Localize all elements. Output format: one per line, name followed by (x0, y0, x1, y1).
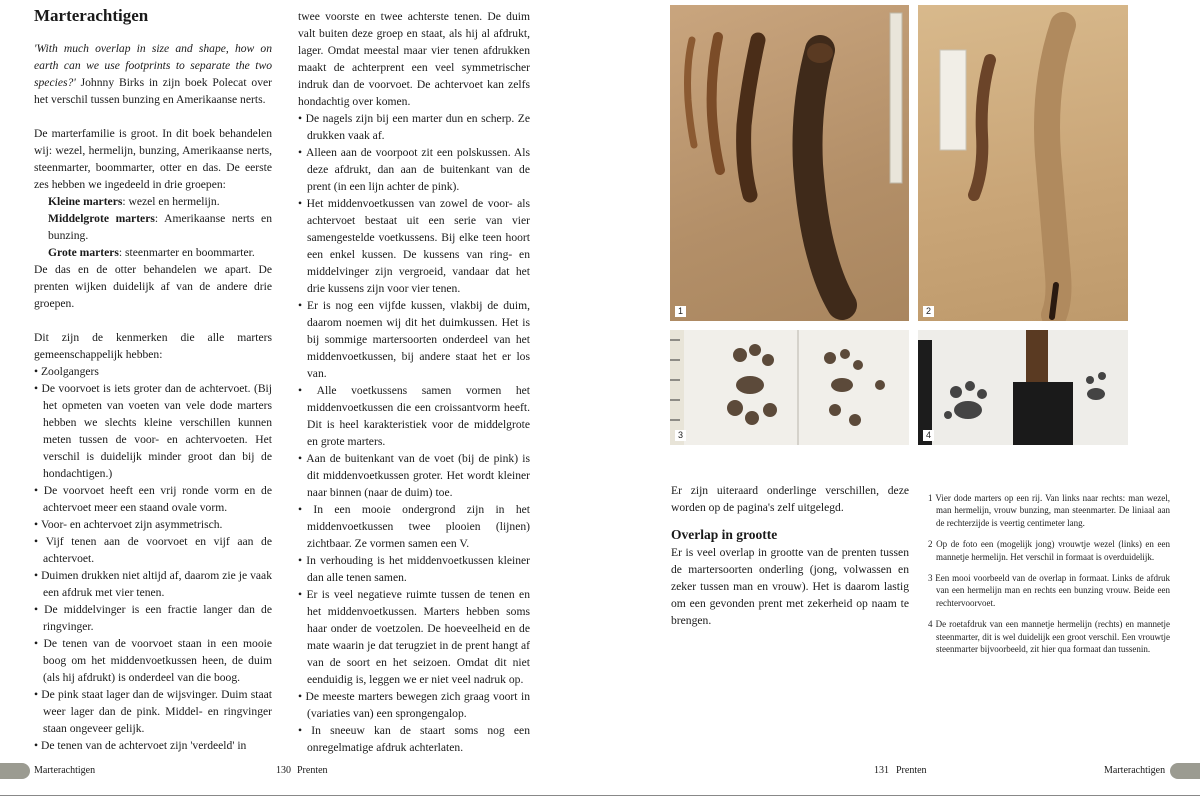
feature-item: • De tenen van de achtervoet zijn 'verdeeld' in (34, 737, 272, 754)
group-name: Middelgrote marters (48, 212, 155, 225)
soot-prints-illustration (918, 330, 1128, 445)
feature-item: • In sneeuw kan de staart soms nog een onregelmatige afdruk achterlaten. (298, 722, 530, 756)
feature-item: • Alleen aan de voorpoot zit een polskussen. Als deze afdrukt, dan aan de buitenkant van de prent (in een lijn achter de pink). (298, 144, 530, 195)
photo-number: 4 (923, 430, 934, 441)
feature-item: • De voorvoet heeft een vrij ronde vorm en de achtervoet meer een staand ovale vorm. (34, 482, 272, 516)
footer-section: Marterachtigen (1104, 765, 1166, 776)
quote-source: Johnny Birks in zijn boek Polecat over het verschil tussen bunzing en Amerikaanse nerts. (34, 76, 272, 106)
bottom-rule (0, 795, 1200, 796)
photo-soot-prints (918, 330, 1128, 445)
caption-item: 2 Op de foto een (mogelijk jong) vrouwtje wezel (links) en een mannetje hermelijn. Het verschil in formaat is overduidelijk. (928, 539, 1170, 562)
caption-item: 1 Vier dode marters op een rij. Van links naar rechts: man wezel, man hermelijn, vrouw bunzing, man steenmarter. De liniaal aan de rechterzijde is veertig centimeter lang. (928, 493, 1170, 528)
photo-captions (928, 483, 1170, 657)
footer-chapter: Prenten (297, 765, 328, 776)
features-intro: Dit zijn de kenmerken die alle marters gemeenschappelijk hebben: (34, 331, 272, 361)
feature-item: • De nagels zijn bij een marter dun en scherp. Ze drukken vaak af. (298, 110, 530, 144)
group-name: Grote marters (48, 246, 119, 259)
caption-item: 4 De roetafdruk van een mannetje hermelijn (rechts) en mannetje steenmarter, dit is wel duidelijk een groot verschil. Een vrouwtje steenmarter bijvoorbeeld, zit hier qua formaat dan tussenin. (928, 619, 1170, 655)
chapter-title: Marterachtigen (34, 6, 149, 25)
photo-number: 2 (923, 306, 934, 317)
feature-item: • De voorvoet is iets groter dan de achtervoet. (Bij het opmeten van voeten van vele dode marters hebben we slechts kleine verschillen kunnen meten tussen de voor- en achtervoeten. Het verschil is duidelijk minder groot dan bij de hondachtigen.) (34, 380, 272, 482)
continuation-paragraph: twee voorste en twee achterste tenen. De duim valt buiten deze groep en staat, als hij al afdrukt, lager. Omdat meestal maar vier tenen afdrukken maakt de achterprent een veel symmetrischer indruk dan de voorvoet. De achtervoet kan zelfs hondachtig over komen. (298, 10, 530, 108)
caption-item: 3 Een mooi voorbeeld van de overlap in formaat. Links de afdruk van een hermelijn man en rechts een bunzing vrouw. Beide een rechtervoorvoet. (928, 573, 1170, 608)
photo-four-martens (670, 5, 909, 321)
feature-item: • Vijf tenen aan de voorvoet en vijf aan de achtervoet. (34, 533, 272, 567)
feature-item: • De middelvinger is een fractie langer dan de ringvinger. (34, 601, 272, 635)
feature-item: • Zoolgangers (34, 363, 272, 380)
feature-item: • De meeste marters bewegen zich graag voort in (variaties van) een sprongengalop. (298, 688, 530, 722)
feature-item: • Duimen drukken niet altijd af, daarom zie je vaak een afdruk met vier tenen. (34, 567, 272, 601)
photo-weasel-stoat (918, 5, 1128, 321)
photo-number: 3 (675, 430, 686, 441)
group-text: : steenmarter en boommarter. (118, 246, 255, 259)
quote: 'With much overlap in size and shape, how on earth can we use footprints to separate the two species?' (34, 42, 272, 89)
feature-item: • Aan de buitenkant van de voet (bij de pink) is dit middenvoetkussen groter. Het wordt kleiner naar binnen (naar de duim) toe. (298, 450, 530, 501)
feature-item: • De pink staat lager dan de wijsvinger. Duim staat weer lager dan de pink. Middel- en ringvinger staan ongeveer gelijk. (34, 686, 272, 737)
martens-illustration (670, 5, 909, 321)
footer-chapter: Prenten (896, 765, 927, 776)
intro-paragraph: De marterfamilie is groot. In dit boek behandelen wij: wezel, hermelijn, bunzing, Amerikaanse nerts, steenmarter, boommarter, otter en das. De eerste zes hebben we ingedeeld in drie groepen: (34, 127, 272, 191)
text-column-3 (671, 482, 909, 629)
footer-section: Marterachtigen (34, 765, 96, 776)
section-tab (1170, 763, 1200, 779)
intro-paragraph: Er zijn uiteraard onderlinge verschillen, deze worden op de pagina's zelf uitgelegd. (671, 484, 909, 514)
feature-item: • Er is veel negatieve ruimte tussen de tenen en het middenvoetkussen. Marters hebben soms haar onder de voetzolen. De hoeveelheid en de mate waarin je dat terugziet in de prent hangt af van de soort en het seizoen. Omdat dit niet eenduidig is, leggen we er niet veel nadruk op. (298, 586, 530, 688)
feature-item: • In een mooie ondergrond zijn in het middenvoetkussen twee plooien (lijnen) zichtbaar. Ze vormen samen een V. (298, 501, 530, 552)
weasel-stoat-illustration (918, 5, 1128, 321)
footer-page-number: 131 (874, 765, 889, 776)
feature-item: • Er is nog een vijfde kussen, vlakbij de duim, daarom noemen wij dit het duimkussen. Het is bij sommige martersoorten onderdeel van het middenvoetkussen, bij andere staat het er los van. (298, 297, 530, 382)
feature-item: • Alle voetkussens samen vormen het middenvoetkussen die een croissantvorm heeft. Dit is heel karakteristiek voor de middelgrote en grote marters. (298, 382, 530, 450)
group-name: Kleine marters (48, 195, 123, 208)
photo-footprints-ruler (670, 330, 909, 445)
section-heading: Overlap in grootte (671, 527, 778, 542)
feature-item: • In verhouding is het middenvoetkussen kleiner dan alle tenen samen. (298, 552, 530, 586)
feature-item: • De tenen van de voorvoet staan in een mooie boog om het middenvoetkussen heen, de duim (als hij afdrukt) is onderdeel van die boog. (34, 635, 272, 686)
group-text: : wezel en hermelijn. (122, 195, 220, 208)
footer-page-number: 130 (276, 765, 291, 776)
footprints-illustration (670, 330, 909, 445)
feature-item: • Het middenvoetkussen van zowel de voor- als achtervoet bestaat uit een serie van vier samengestelde voetkussens. Bij elke teen hoort een enkel kussen. De kussens van ring- en middelvinger zijn vergroeid, vandaar dat het drie kussens zijn voor vier tenen. (298, 195, 530, 297)
feature-item: • Voor- en achtervoet zijn asymmetrisch. (34, 516, 272, 533)
group-text: : Amerikaanse nerts en bunzing. (48, 212, 272, 242)
body-paragraph: Er is veel overlap in grootte van de prenten tussen de martersoorten onderling (jong, volwassen en zeker tussen man en vrouw). Het is daarom lastig om een gevonden prent met zekerheid op naam te brengen. (671, 546, 909, 627)
photo-number: 1 (675, 306, 686, 317)
outro-paragraph: De das en de otter behandelen we apart. De prenten wijken duidelijk af van de andere drie groepen. (34, 263, 272, 310)
